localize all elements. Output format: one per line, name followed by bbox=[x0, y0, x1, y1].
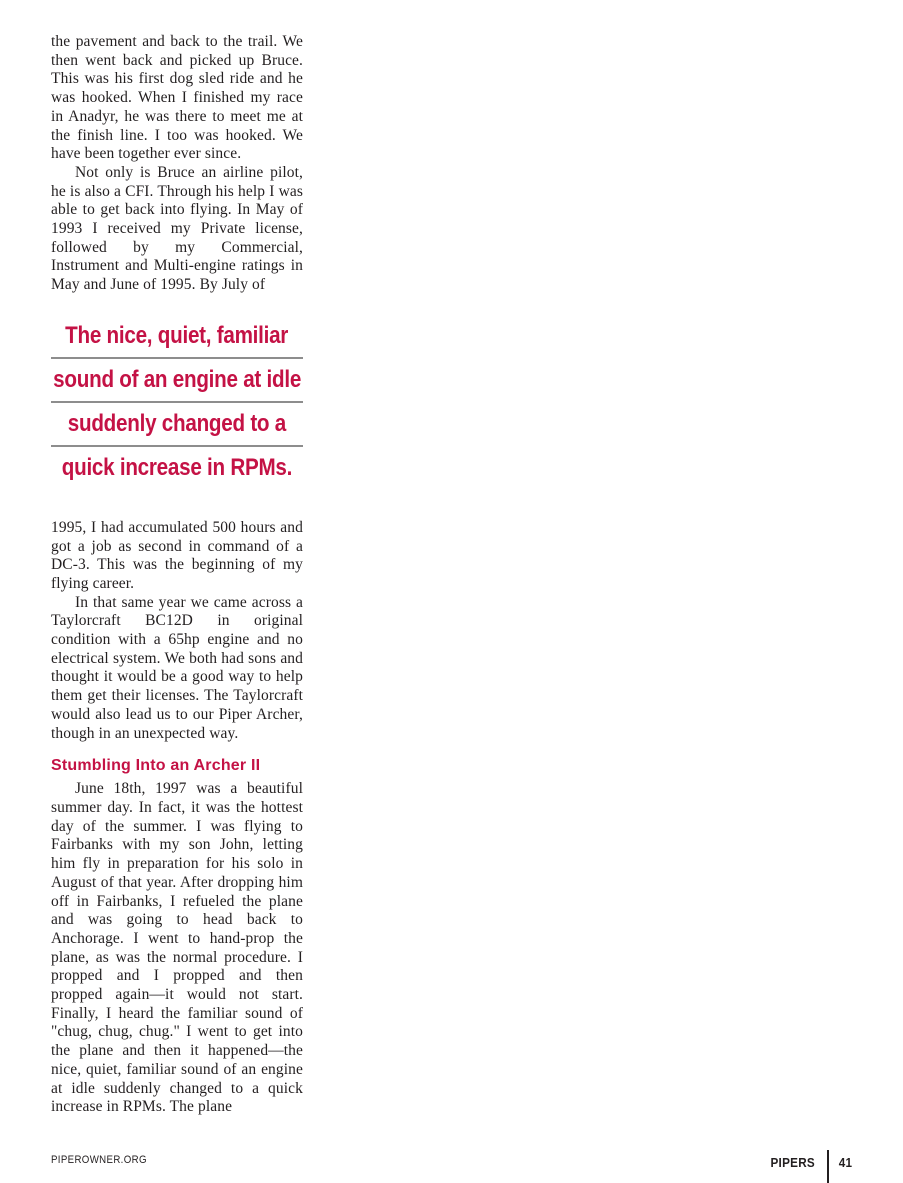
pull-quote-text: quick increase in RPMs. bbox=[61, 453, 293, 481]
pull-quote-line bbox=[51, 315, 303, 357]
body-paragraph: Not only is Bruce an airline pilot, he is also a CFI. Through his help I was able to get back into flying. In May of 1993 I received my Private license, followed by my Commercial, Instrument and Multi-engine ratings in May and June of 1995. By July of bbox=[51, 163, 303, 294]
section-heading: Stumbling Into an Archer II bbox=[51, 757, 261, 775]
text-column bbox=[51, 33, 303, 1117]
body-paragraph: In that same year we came across a Taylorcraft BC12D in original condition with a 65hp engine and no electrical system. We both had sons and thought it would be a good way to help them get their licenses. The Taylorcraft would also lead us to our Piper Archer, though in an unexpected way. bbox=[51, 593, 303, 742]
pull-quote-text: sound of an engine at idle bbox=[53, 365, 301, 393]
page-number: 41 bbox=[838, 1155, 853, 1170]
pull-quote-text: suddenly changed to a bbox=[67, 409, 287, 437]
pull-quote-line bbox=[51, 403, 303, 445]
magazine-name: PIPERS bbox=[770, 1155, 816, 1170]
pull-quote-text: The nice, quiet, familiar bbox=[65, 321, 289, 349]
pull-quote-line bbox=[51, 359, 303, 401]
body-paragraph: June 18th, 1997 was a beautiful summer day. In fact, it was the hottest day of the summer. I was flying to Fairbanks with my son John, letting him fly in preparation for his solo in August of that year. After dropping him off in Fairbanks, I refueled the plane and was going to head back to Anchorage. I went to hand-prop the plane, as was the normal procedure. I propped and I propped and then propped again—it would not start. Finally, I heard the familiar sound of "chug, chug, chug." I went to get into the plane and then it happened—the nice, quiet, familiar sound of an engine at idle suddenly changed to a quick increase in RPMs. The plane bbox=[51, 780, 303, 1116]
body-paragraph: 1995, I had accumulated 500 hours and got a job as second in command of a DC-3. This was the beginning of my flying career. bbox=[51, 518, 303, 592]
pull-quote bbox=[51, 315, 303, 489]
body-paragraph: the pavement and back to the trail. We then went back and picked up Bruce. This was his first dog sled ride and he was hooked. When I finished my race in Anadyr, he was there to meet me at the finish line. I too was hooked. We have been together ever since. bbox=[51, 33, 303, 163]
footer-page-divider bbox=[827, 1150, 829, 1183]
footer-folio bbox=[768, 1150, 853, 1183]
pull-quote-line bbox=[51, 447, 303, 489]
footer-site-url: PIPEROWNER.ORG bbox=[51, 1154, 147, 1166]
